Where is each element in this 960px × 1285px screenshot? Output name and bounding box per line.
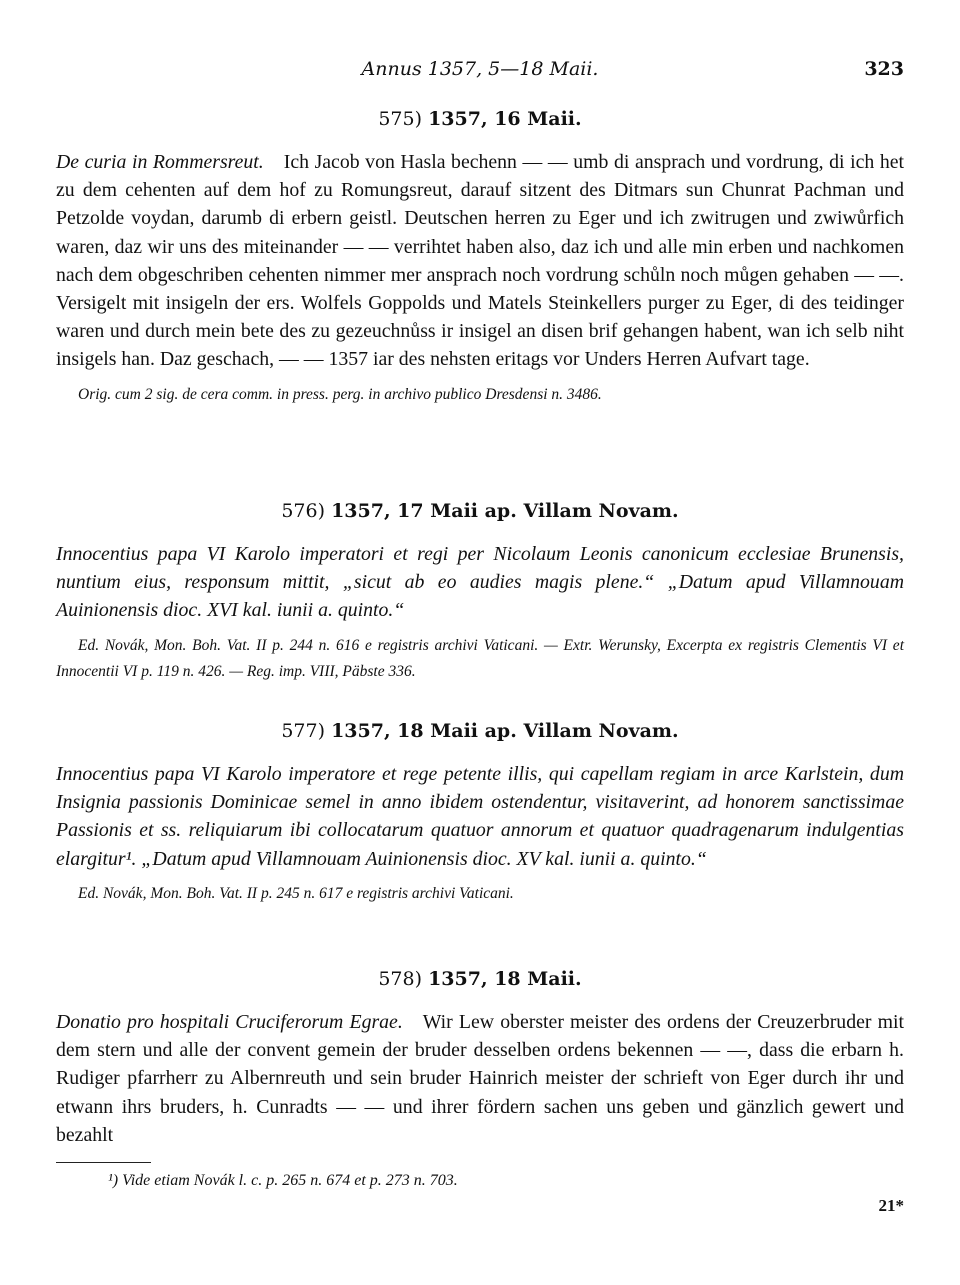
entry-date: 1357, 18 Maii ap. Villam Novam. bbox=[331, 720, 679, 742]
source-note: Ed. Novák, Mon. Boh. Vat. II p. 245 n. 617 e registris archivi Vaticani. bbox=[78, 884, 514, 902]
footnote-divider bbox=[56, 1162, 151, 1163]
page-number: 323 bbox=[864, 58, 904, 80]
footnote: ¹) Vide etiam Novák l. c. p. 265 n. 674 et p. 273 n. 703. bbox=[108, 1172, 458, 1189]
entry-rubric: De curia in Rommersreut. bbox=[56, 151, 264, 173]
source-note: Ed. Novák, Mon. Boh. Vat. II p. 244 n. 616 e registris archivi Vaticani. — Extr. Werunsky, Excerpta ex registris Clementis VI et Innocentii VI p. 119 n. 426. — Reg. imp. VIII, Päbste 336. bbox=[56, 636, 904, 680]
running-head bbox=[56, 58, 904, 82]
entry-date: 1357, 18 Maii. bbox=[428, 968, 582, 990]
entry-575 bbox=[56, 108, 904, 408]
entry-number: 578) bbox=[378, 968, 423, 990]
entry-578 bbox=[56, 968, 904, 1149]
entry-body: Ich Jacob von Hasla bechenn — — umb di ansprach und vordrung, di ich het zu dem cehenten auf dem hof zu Romungsreut, darauf sitzent des Ditmars sun Chunrat Pachman und Petzolde voydan, darumb di erbern geistl. Deutschen herren zu Eger und ich zwitrugen und zwiwůrfich waren, daz wir uns des miteinander — — verrihtet haben also, daz ich und alle min erben und nachkomen nach dem obgeschriben cehenten nimmer mer ansprach noch vordrung schůln noch můgen gehaben — —. Versigelt mit insigeln der ers. Wolfels Goppolds und Matels Steinkellers purger zu Eger, di des teidinger waren und durch mein bete des zu gezeuchnůss ir insigel an disen brif gehangen habent, wan ich selb niht insigels han. Daz geschach, — — 1357 iar des nehsten eritags vor Unders Herren Aufvart tage. bbox=[56, 151, 904, 371]
entry-text: Innocentius papa VI Karolo imperatore et rege petente illis, qui capellam regiam in arce Karlstein, dum Insignia passionis Dominicae semel in anno ibidem ostendentur, visitaverint, ad honorem sanctissimae Passionis et ss. reliquiarum ibi collocatarum quatuor annorum et quatuor quadragenarum indulgentias elargitur¹. „Datum apud Villamnouam Auinionensis dioc. XV kal. iunii a. quinto.“ bbox=[56, 763, 904, 870]
entry-heading bbox=[56, 720, 904, 742]
entry-576 bbox=[56, 500, 904, 685]
running-title: Annus 1357, 5—18 Maii. bbox=[361, 58, 599, 80]
entry-heading bbox=[56, 108, 904, 130]
entry-text: Innocentius papa VI Karolo imperatori et regi per Nicolaum Leonis canonicum ecclesiae Brunensis, nuntium eius, responsum mittit, „sicut ab eo audies magis plene.“ „Datum apud Villamnouam Auinionensis dioc. XVI kal. iunii a. quinto.“ bbox=[56, 543, 904, 622]
entry-number: 577) bbox=[281, 720, 326, 742]
entry-heading bbox=[56, 500, 904, 522]
signature-mark: 21* bbox=[878, 1196, 904, 1215]
source-note: Orig. cum 2 sig. de cera comm. in press. perg. in archivo publico Dresdensi n. 3486. bbox=[78, 385, 602, 403]
entry-577 bbox=[56, 720, 904, 907]
entry-date: 1357, 17 Maii ap. Villam Novam. bbox=[331, 500, 679, 522]
entry-rubric: Donatio pro hospitali Cruciferorum Egrae. bbox=[56, 1011, 403, 1033]
entry-text bbox=[56, 1008, 904, 1149]
entry-number: 575) bbox=[378, 108, 423, 130]
entry-date: 1357, 16 Maii. bbox=[428, 108, 582, 130]
entry-number: 576) bbox=[281, 500, 326, 522]
entry-text bbox=[56, 148, 904, 374]
entry-body: Wir Lew oberster meister des ordens der Creuzerbruder mit dem stern und alle der convent gemein der bruder desselben ordens bekennen — —, dass die erbarn h. Rudiger pfarrherr zu Albernreuth und sein bruder Hainrich meister der schrieft von Eger durch ihr und etwann ihrs bruders, h. Cunradts — — und ihrer fördern sachen uns geben und gänzlich gewert und bezahlt bbox=[56, 1011, 904, 1146]
entry-heading bbox=[56, 968, 904, 990]
